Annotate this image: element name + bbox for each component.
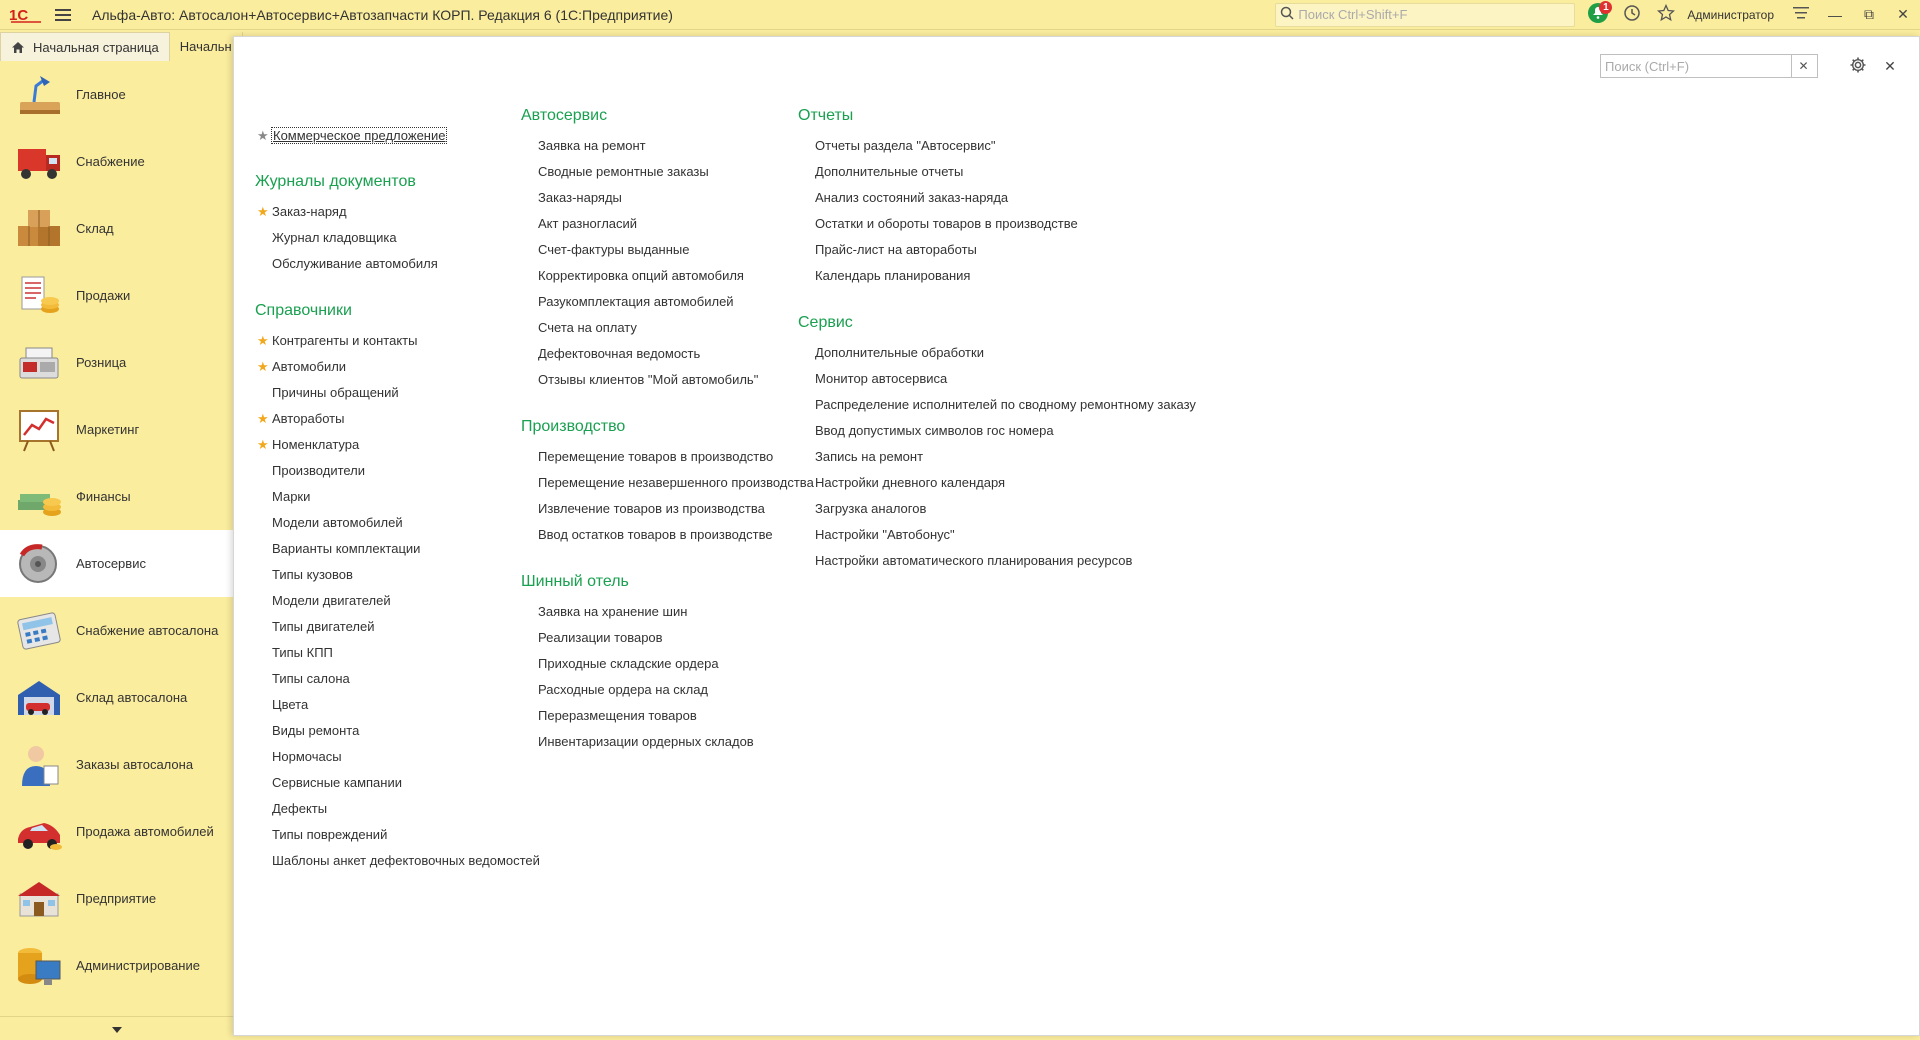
settings-menu-button[interactable]: [1784, 0, 1818, 30]
sidebar-item-label: Заказы автосалона: [76, 757, 194, 772]
section-link[interactable]: Настройки автоматического планирования ресурсов: [815, 553, 1133, 568]
section-link[interactable]: Прайс-лист на автоработы: [815, 242, 977, 257]
garage-car-icon: [12, 673, 66, 723]
sidebar-item-label: Продажа автомобилей: [76, 824, 214, 839]
section-title: Журналы документов: [255, 173, 416, 190]
section-link[interactable]: Причины обращений: [272, 385, 399, 400]
desk-lamp-icon: [12, 70, 66, 120]
section-title: Производство: [521, 418, 626, 435]
favorite-star-icon[interactable]: ★: [257, 437, 269, 452]
section-link[interactable]: Приходные складские ордера: [538, 656, 719, 671]
section-link[interactable]: Разукомплектация автомобилей: [538, 294, 734, 309]
section-link[interactable]: Типы салона: [272, 671, 350, 686]
notification-count-badge: 1: [1599, 1, 1612, 14]
section-link[interactable]: Извлечение товаров из производства: [538, 501, 765, 516]
section-link[interactable]: Типы кузовов: [272, 567, 353, 582]
section-link[interactable]: Обслуживание автомобиля: [272, 256, 438, 271]
sidebar-item-label: Снабжение: [76, 154, 145, 169]
sidebar-item-label: Розница: [76, 355, 127, 370]
star-outline-icon: [1657, 4, 1675, 25]
section-link[interactable]: Дополнительные отчеты: [815, 164, 964, 179]
section-link[interactable]: Модели двигателей: [272, 593, 391, 608]
red-car-icon: [12, 807, 66, 857]
panel-close-button[interactable]: [1879, 55, 1901, 77]
tab-start-page-2[interactable]: [170, 32, 243, 61]
section-link[interactable]: Распределение исполнителей по сводному ремонтному заказу: [815, 397, 1196, 412]
restore-button[interactable]: [1852, 0, 1886, 30]
section-link[interactable]: Инвентаризации ордерных складов: [538, 734, 754, 749]
section-link[interactable]: Производители: [272, 463, 366, 478]
restore-icon: ⧉: [1864, 6, 1874, 22]
home-icon: [11, 41, 25, 54]
panel-settings-button[interactable]: [1847, 55, 1869, 77]
tab-label: Начальн: [179, 39, 232, 54]
favorite-star-icon[interactable]: ★: [257, 333, 269, 348]
section-link[interactable]: Дефектовочная ведомость: [538, 346, 701, 361]
history-button[interactable]: [1615, 0, 1649, 30]
section-link[interactable]: Перемещение незавершенного производства: [538, 475, 814, 490]
money-stack-icon: [12, 472, 66, 522]
sidebar-item-label: Автосервис: [76, 556, 146, 571]
close-icon: ✕: [1884, 57, 1896, 74]
favorite-star-icon[interactable]: ★: [257, 411, 269, 426]
sidebar-more-button[interactable]: [0, 1016, 233, 1040]
section-link[interactable]: Автоработы: [272, 411, 345, 426]
section-link[interactable]: Ввод остатков товаров в производстве: [538, 527, 773, 542]
section-link[interactable]: Расходные ордера на склад: [538, 682, 709, 697]
section-link[interactable]: Заказ-наряды: [538, 190, 622, 205]
section-link[interactable]: Счет-фактуры выданные: [538, 242, 690, 257]
section-link[interactable]: Варианты комплектации: [272, 541, 421, 556]
section-link[interactable]: Отчеты раздела "Автосервис": [815, 138, 996, 153]
section-link[interactable]: Контрагенты и контакты: [272, 333, 418, 348]
section-link[interactable]: Отзывы клиентов "Мой автомобиль": [538, 372, 759, 387]
factory-icon: [12, 874, 66, 924]
sidebar-item-8[interactable]: [0, 597, 233, 664]
favorite-star-icon[interactable]: ★: [257, 359, 269, 374]
section-link[interactable]: Шаблоны анкет дефектовочных ведомостей: [272, 853, 540, 868]
pinned-link[interactable]: Коммерческое предложение: [273, 128, 446, 143]
sidebar-item-label: Склад: [76, 221, 114, 236]
receipt-coins-icon: [12, 271, 66, 321]
1c-logo-icon[interactable]: [4, 0, 48, 30]
section-title: Сервис: [798, 314, 853, 331]
section-link[interactable]: Переразмещения товаров: [538, 708, 697, 723]
section-link[interactable]: Нормочасы: [272, 749, 342, 764]
database-monitor-icon: [12, 941, 66, 991]
tab-home[interactable]: [0, 32, 170, 61]
section-link[interactable]: Загрузка аналогов: [815, 501, 927, 516]
section-title: Шинный отель: [521, 573, 629, 590]
sidebar-item-label: Главное: [76, 87, 126, 102]
gear-icon: [1849, 56, 1867, 77]
section-link[interactable]: Виды ремонта: [272, 723, 360, 738]
sidebar-item-5[interactable]: [0, 396, 233, 463]
sections-sidebar: [0, 61, 233, 1040]
sidebar-item-3[interactable]: [0, 262, 233, 329]
section-panel: [233, 36, 1920, 1036]
section-link[interactable]: Заказ-наряд: [272, 204, 347, 219]
sidebar-item-label: Предприятие: [76, 891, 157, 906]
sidebar-item-label: Администрирование: [76, 958, 200, 973]
sidebar-item-12[interactable]: [0, 865, 233, 932]
section-title: Отчеты: [798, 107, 854, 124]
section-link[interactable]: Заявка на хранение шин: [538, 604, 688, 619]
calculator-icon: [12, 606, 66, 656]
favorite-star-icon[interactable]: ★: [257, 204, 269, 219]
section-title: Справочники: [255, 302, 352, 319]
sidebar-item-6[interactable]: [0, 463, 233, 530]
section-link[interactable]: Модели автомобилей: [272, 515, 403, 530]
section-link[interactable]: Типы повреждений: [272, 827, 388, 842]
section-link[interactable]: Номенклатура: [272, 437, 360, 452]
section-link[interactable]: Журнал кладовщика: [272, 230, 397, 245]
section-link[interactable]: Дефекты: [272, 801, 328, 816]
section-link[interactable]: Монитор автосервиса: [815, 371, 948, 386]
favorite-star-icon[interactable]: ★: [257, 128, 269, 143]
history-icon: [1623, 4, 1641, 25]
section-link[interactable]: Марки: [272, 489, 311, 504]
sidebar-item-0[interactable]: [0, 61, 233, 128]
manager-icon: [12, 740, 66, 790]
section-link[interactable]: Ввод допустимых символов гос номера: [815, 423, 1054, 438]
sidebar-item-13[interactable]: [0, 932, 233, 999]
section-link[interactable]: Акт разногласий: [538, 216, 638, 231]
user-name[interactable]: Администратор: [1687, 7, 1774, 22]
brake-disc-icon: [12, 539, 66, 589]
section-link[interactable]: Корректировка опций автомобиля: [538, 268, 744, 283]
section-title: Автосервис: [521, 107, 608, 124]
section-link[interactable]: Остатки и обороты товаров в производстве: [815, 216, 1078, 231]
sidebar-item-1[interactable]: [0, 128, 233, 195]
panel-search-input[interactable]: [1601, 55, 1791, 77]
sidebar-item-label: Снабжение автосалона: [76, 623, 219, 638]
sidebar-item-label: Финансы: [76, 489, 131, 504]
sidebar-item-label: Продажи: [76, 288, 131, 303]
search-icon: [1280, 6, 1294, 23]
minimize-button[interactable]: [1818, 0, 1852, 30]
section-link[interactable]: Анализ состояний заказ-наряда: [815, 190, 1009, 205]
favorites-button[interactable]: [1649, 0, 1683, 30]
notifications-button[interactable]: [1581, 0, 1615, 30]
app-title: Альфа-Авто: Автосалон+Автосервис+Автозапчасти КОРП. Редакция 6 (1С:Предприятие): [92, 6, 673, 23]
global-search-box[interactable]: [1275, 3, 1575, 27]
section-link[interactable]: Автомобили: [272, 359, 347, 374]
section-link[interactable]: Настройки "Автобонус": [815, 527, 955, 542]
title-bar: [0, 0, 1920, 30]
main-menu-icon[interactable]: [48, 0, 78, 30]
section-link[interactable]: Сервисные кампании: [272, 775, 402, 790]
svg-text:1С: 1С: [9, 6, 29, 23]
section-link[interactable]: Запись на ремонт: [815, 449, 924, 464]
sidebar-item-11[interactable]: [0, 798, 233, 865]
minimize-icon: —: [1828, 6, 1842, 23]
section-link[interactable]: Счета на оплату: [538, 320, 637, 335]
sidebar-item-9[interactable]: [0, 664, 233, 731]
global-search-input[interactable]: [1298, 7, 1558, 22]
sidebar-item-4[interactable]: [0, 329, 233, 396]
section-link[interactable]: Типы КПП: [272, 645, 333, 660]
section-link[interactable]: Дополнительные обработки: [815, 345, 984, 360]
panel-search-box[interactable]: [1600, 54, 1818, 78]
sidebar-item-label: Склад автосалона: [76, 690, 188, 705]
section-link[interactable]: Перемещение товаров в производство: [538, 449, 774, 464]
cash-register-icon: [12, 338, 66, 388]
section-link[interactable]: Типы двигателей: [272, 619, 375, 634]
section-link[interactable]: Заявка на ремонт: [538, 138, 646, 153]
close-icon: ✕: [1897, 6, 1909, 22]
tab-label: Начальная страница: [33, 39, 159, 55]
sidebar-item-7[interactable]: [0, 530, 233, 597]
chart-board-icon: [12, 405, 66, 455]
sidebar-item-10[interactable]: [0, 731, 233, 798]
section-link[interactable]: Календарь планирования: [815, 268, 971, 283]
section-link[interactable]: Цвета: [272, 697, 309, 712]
close-window-button[interactable]: [1886, 0, 1920, 30]
chevron-down-icon: [112, 1021, 122, 1036]
section-link[interactable]: Реализации товаров: [538, 630, 663, 645]
sidebar-item-2[interactable]: [0, 195, 233, 262]
truck-icon: [12, 137, 66, 187]
close-icon: ✕: [1798, 59, 1809, 73]
section-link[interactable]: Настройки дневного календаря: [815, 475, 1006, 490]
boxes-icon: [12, 204, 66, 254]
clear-search-button[interactable]: [1791, 55, 1815, 77]
filter-lines-icon: [1793, 6, 1809, 23]
sidebar-item-label: Маркетинг: [76, 422, 140, 437]
section-link[interactable]: Сводные ремонтные заказы: [538, 164, 709, 179]
